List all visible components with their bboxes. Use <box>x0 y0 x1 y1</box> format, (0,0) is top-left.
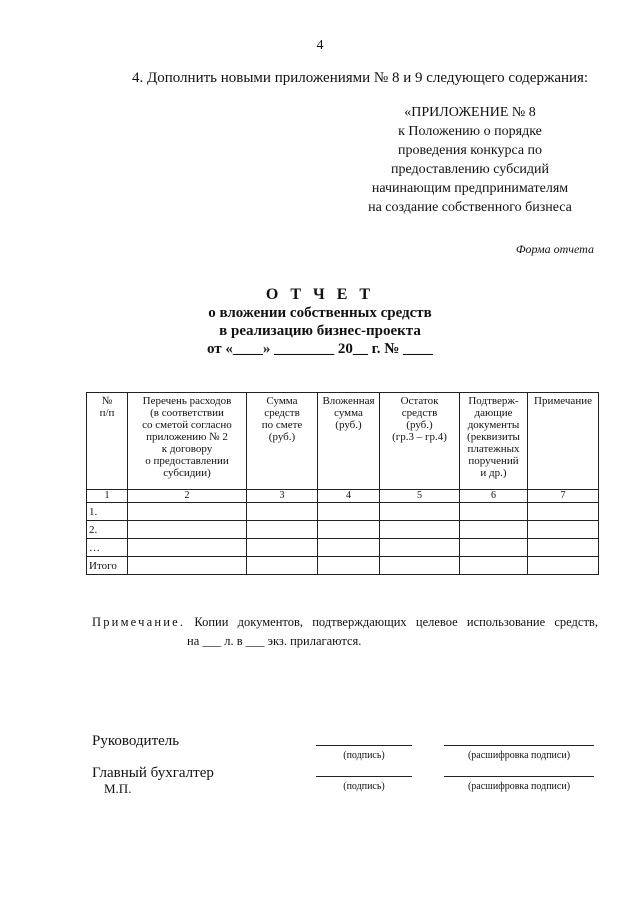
empty-cell <box>460 539 528 557</box>
header-cell-number: № п/п <box>87 393 128 490</box>
empty-cell <box>528 521 599 539</box>
note-word: документов, <box>237 615 303 629</box>
report-title <box>0 286 640 358</box>
header-cell-estimate-sum: Сумма средств по смете (руб.) <box>247 393 318 490</box>
header-cell-documents: Подтверж- дающие документы (реквизиты платежных поручений и др.) <box>460 393 528 490</box>
table-header-row <box>87 393 599 490</box>
column-number: 2 <box>128 490 247 503</box>
column-number: 1 <box>87 490 128 503</box>
title-line: О Т Ч Е Т <box>265 286 375 303</box>
note-word: Копии <box>194 615 229 629</box>
empty-cell <box>380 539 460 557</box>
note-paragraph <box>92 613 598 651</box>
appendix-line: проведения конкурса по <box>397 143 543 158</box>
accountant-decode-line <box>444 776 594 777</box>
empty-cell <box>247 539 318 557</box>
empty-cell <box>128 557 247 575</box>
header-cell-invested-sum: Вложенная сумма (руб.) <box>318 393 380 490</box>
table-row <box>87 539 599 557</box>
note-line-2: на ___ л. в ___ экз. прилагаются. <box>187 634 362 648</box>
form-label: Форма отчета <box>515 242 594 256</box>
note-line-1 <box>92 613 598 632</box>
empty-cell <box>318 503 380 521</box>
note-word: целевое <box>415 615 458 629</box>
column-number: 5 <box>380 490 460 503</box>
empty-cell <box>318 557 380 575</box>
head-label: Руководитель <box>92 733 180 749</box>
note-lead: Примечание. <box>92 615 186 629</box>
table-row <box>87 503 599 521</box>
empty-cell <box>380 521 460 539</box>
row-label: … <box>87 539 128 557</box>
accountant-signature-caption: (подпись) <box>343 781 385 792</box>
header-cell-remainder: Остаток средств (руб.) (гр.3 – гр.4) <box>380 393 460 490</box>
appendix-line: на создание собственного бизнеса <box>368 200 572 215</box>
head-signature-line <box>316 745 412 746</box>
appendix-header <box>340 103 600 217</box>
empty-cell <box>528 539 599 557</box>
appendix-line: к Положению о порядке <box>398 124 542 139</box>
appendix-line: «ПРИЛОЖЕНИЕ № 8 <box>404 105 536 120</box>
accountant-label: Главный бухгалтер <box>92 765 214 781</box>
empty-cell <box>460 521 528 539</box>
report-table <box>86 392 599 575</box>
empty-cell <box>528 503 599 521</box>
page-number: 4 <box>316 38 324 53</box>
accountant-signature-line <box>316 776 412 777</box>
empty-cell <box>128 503 247 521</box>
title-line: в реализацию бизнес-проекта <box>219 323 421 339</box>
row-label: 1. <box>87 503 128 521</box>
empty-cell <box>380 503 460 521</box>
table-row <box>87 521 599 539</box>
empty-cell <box>128 521 247 539</box>
empty-cell <box>528 557 599 575</box>
appendix-line: начинающим предпринимателям <box>371 181 569 196</box>
head-signature-caption: (подпись) <box>343 750 385 761</box>
empty-cell <box>460 503 528 521</box>
column-number-row <box>87 490 599 503</box>
table-total-row <box>87 557 599 575</box>
head-decode-caption: (расшифровка подписи) <box>467 750 571 761</box>
intro-paragraph: 4. Дополнить новыми приложениями № 8 и 9 следующего содержания: <box>132 70 589 86</box>
column-number: 7 <box>528 490 599 503</box>
title-line: от «____» ________ 20__ г. № ____ <box>206 341 434 357</box>
note-word: использование <box>466 615 546 629</box>
header-cell-remark: Примечание <box>528 393 599 490</box>
empty-cell <box>318 521 380 539</box>
head-decode-line <box>444 745 594 746</box>
empty-cell <box>247 521 318 539</box>
accountant-decode-caption: (расшифровка подписи) <box>467 781 571 792</box>
empty-cell <box>318 539 380 557</box>
note-word: средств, <box>554 615 598 629</box>
header-cell-expenses: Перечень расходов (в соответствии со сметой согласно приложению № 2 к договору о предоставлении субсидии) <box>128 393 247 490</box>
empty-cell <box>247 557 318 575</box>
row-label: 2. <box>87 521 128 539</box>
title-line: о вложении собственных средств <box>208 305 432 321</box>
appendix-line: предоставлению субсидий <box>390 162 550 177</box>
empty-cell <box>380 557 460 575</box>
column-number: 4 <box>318 490 380 503</box>
empty-cell <box>247 503 318 521</box>
stamp-label: М.П. <box>104 781 132 796</box>
empty-cell <box>128 539 247 557</box>
column-number: 3 <box>247 490 318 503</box>
empty-cell <box>460 557 528 575</box>
note-word: подтверждающих <box>312 615 407 629</box>
column-number: 6 <box>460 490 528 503</box>
row-label: Итого <box>87 557 128 575</box>
